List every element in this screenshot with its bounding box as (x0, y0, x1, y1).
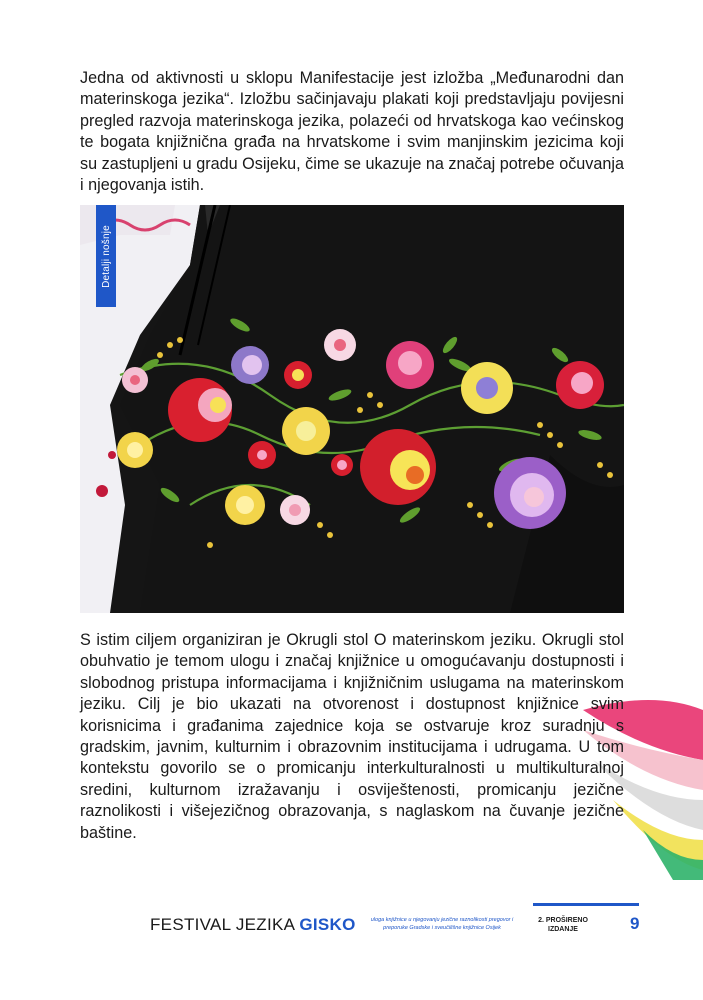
paragraph-exhibition: Jedna od aktivnosti u sklopu Manifestacije jest izložba „Međunarodni dan materinskoga jezika“. Izložbu sačinjavaju plakati koji predstavljaju povijesni pregled razvoja materinskoga jezika, polazeći od hrvatskoga kao većinskog te bogata knjižnična građa na hrvatskome i svim manjinskim jezicima koji su zastupljeni u gradu Osijeku, čime se ukazuje na značaj potrebe očuvanja i njegovanja istih. (80, 69, 624, 195)
footer-title-text: FESTIVAL JEZIKA (150, 915, 295, 934)
footer-brand: GISKO (299, 915, 356, 934)
footer-edition (533, 916, 593, 934)
embroidery-photo (80, 205, 624, 613)
paragraph-round-table: S istim ciljem organiziran je Okrugli stol O materinskom jeziku. Okrugli stol obuhvatio je temom ulogu i značaj knjižnice u omogućavanju dostupnosti i slobodnog pristupa informacijama i knjižničnim uslugama na materinskom jeziku. Cilj je bio ukazati na otvorenost i dostupnost knjižnice svim korisnicima i građanima zajednice koja se ostvaruje kroz suradnju s gradskim, javnim, kulturnim i obrazovnim institucijama i udrugama. U tom kontekstu govorilo se o promicanju interkulturalnosti u multikulturalnoj sredini, kulturnom izražavanju i osviještenosti, promicanju jezične raznolikosti i višejezičnog obrazovanja, s naglaskom na čuvanje jezične baštine. (80, 631, 624, 842)
footer-divider (533, 903, 639, 906)
page-number: 9 (630, 914, 640, 933)
footer-title (150, 915, 356, 935)
photo-caption-text: Detalji nošnje (100, 224, 112, 288)
footer-edition-line2: IZDANJE (548, 926, 578, 933)
photo-caption-tag (96, 205, 116, 307)
footer-edition-line1: 2. PROŠIRENO (538, 917, 588, 924)
embroidered-costume-image (80, 205, 624, 613)
footer-tagline: uloga knjižnice u njegovanju jezične raznolikosti pregovor i preporuke Gradske i sveučilišne knjižnice Osijek (370, 917, 514, 931)
